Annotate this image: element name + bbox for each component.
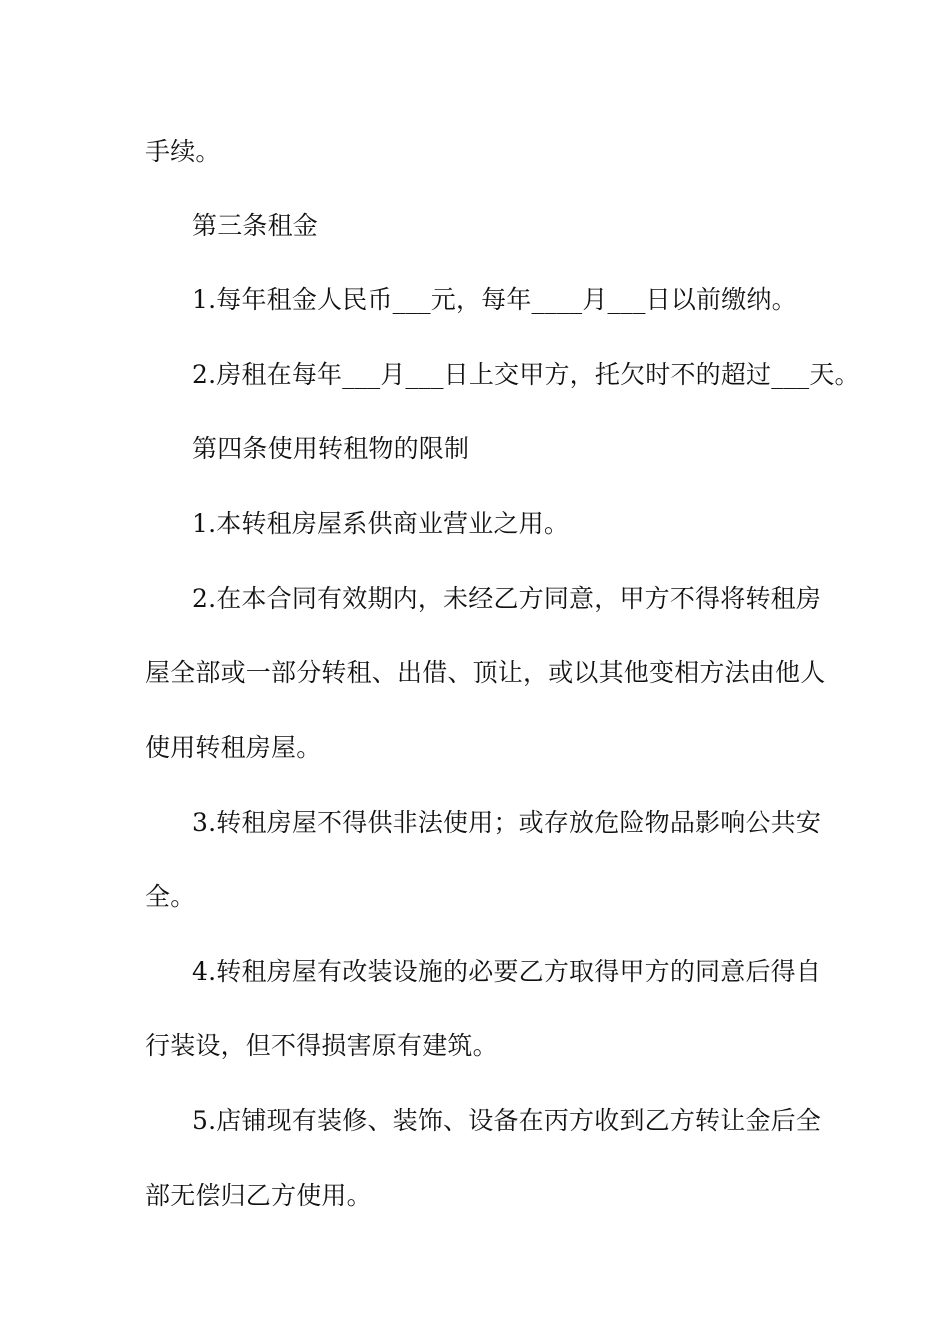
use-restriction-clause-5-line-2: 部无偿归乙方使用。	[145, 1181, 372, 1210]
use-restriction-clause-4-line-2: 行装设，但不得损害原有建筑。	[145, 1031, 498, 1060]
use-restriction-clause-2-line-3: 使用转租房屋。	[145, 733, 322, 762]
section-heading-use-restrictions: 第四条使用转租物的限制	[192, 434, 470, 463]
section-heading-rent: 第三条租金	[192, 211, 319, 240]
use-restriction-clause-4-line-1: 4.转租房屋有改装设施的必要乙方取得甲方的同意后得自	[192, 957, 822, 986]
use-restriction-clause-3-line-1: 3.转租房屋不得供非法使用；或存放危险物品影响公共安	[192, 808, 822, 837]
rent-clause-1: 1.每年租金人民币___元，每年____月___日以前缴纳。	[192, 285, 797, 314]
use-restriction-clause-5-line-1: 5.店铺现有装修、装饰、设备在丙方收到乙方转让金后全	[192, 1106, 822, 1135]
use-restriction-clause-2-line-2: 屋全部或一部分转租、出借、顶让，或以其他变相方法由他人	[145, 658, 826, 687]
rent-clause-2: 2.房租在每年___月___日上交甲方，托欠时不的超过___天。	[192, 360, 860, 389]
paragraph-continuation: 手续。	[145, 137, 221, 166]
use-restriction-clause-1: 1.本转租房屋系供商业营业之用。	[192, 509, 570, 538]
use-restriction-clause-2-line-1: 2.在本合同有效期内，未经乙方同意，甲方不得将转租房	[192, 584, 822, 613]
use-restriction-clause-3-line-2: 全。	[145, 882, 196, 911]
